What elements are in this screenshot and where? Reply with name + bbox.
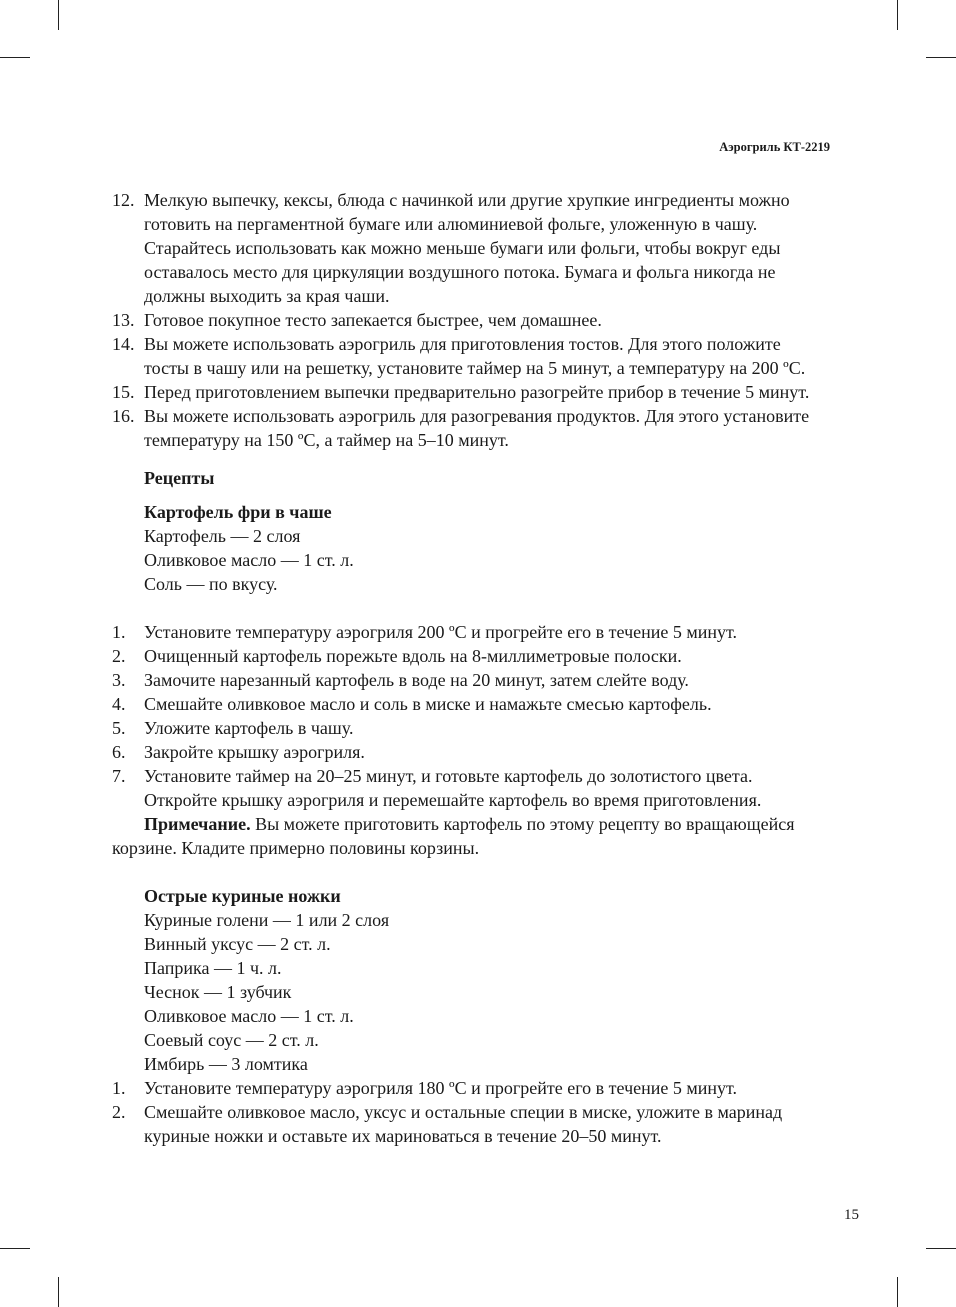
ingredient: Оливковое масло — 1 ст. л.	[144, 1006, 354, 1026]
ingredient-list	[112, 524, 830, 596]
ingredient: Соль — по вкусу.	[144, 574, 278, 594]
crop-mark	[897, 0, 898, 30]
recipe-title: Острые куриные ножки	[144, 886, 341, 906]
ingredient-list	[112, 908, 830, 1076]
ingredient: Чеснок — 1 зубчик	[144, 982, 292, 1002]
ingredient: Соевый соус — 2 ст. л.	[144, 1030, 319, 1050]
crop-mark	[58, 1277, 59, 1307]
list-item: 1. Установите температуру аэрогриля 180 ºС и прогрейте его в течение 5 минут.	[112, 1078, 738, 1098]
recipe-title: Картофель фри в чаше	[144, 502, 332, 522]
list-item: 2. Очищенный картофель порежьте вдоль на 8-миллиметровые полоски.	[112, 646, 682, 666]
list-item: 4. Смешайте оливковое масло и соль в миске и намажьте смесью картофель.	[112, 694, 712, 714]
recipe-note	[112, 812, 830, 860]
note-text: Вы можете приготовить картофель по этому рецепту во вращающейся корзине. Кладите примерно половины корзины.	[112, 814, 795, 858]
spacer	[112, 596, 830, 620]
ingredient: Куриные голени — 1 или 2 слоя	[144, 910, 390, 930]
list-item: 6. Закройте крышку аэрогриля.	[112, 742, 365, 762]
recipe-steps	[112, 620, 830, 812]
list-item: 7. Установите таймер на 20–25 минут, и готовьте картофель до золотистого цвета. Откройте крышку аэрогриля и перемешайте картофель во время приготовления.	[112, 766, 762, 810]
list-item: 16. Вы можете использовать аэрогриль для разогревания продуктов. Для этого установите температуру на 150 ºС, а таймер на 5–10 минут.	[112, 406, 810, 450]
running-header: Аэрогриль КТ-2219	[719, 140, 830, 154]
list-item: 5. Уложите картофель в чашу.	[112, 718, 354, 738]
spacer	[112, 860, 830, 884]
crop-mark	[926, 57, 956, 58]
list-item: 3. Замочите нарезанный картофель в воде на 20 минут, затем слейте воду.	[112, 670, 689, 690]
tips-list	[112, 188, 830, 452]
crop-mark	[0, 1248, 30, 1249]
recipe-steps	[112, 1076, 830, 1148]
recipes-heading: Рецепты	[144, 468, 215, 488]
ingredient: Имбирь — 3 ломтика	[144, 1054, 308, 1074]
list-item: 1. Установите температуру аэрогриля 200 ºС и прогрейте его в течение 5 минут.	[112, 622, 738, 642]
list-item: 12. Мелкую выпечку, кексы, блюда с начинкой или другие хрупкие ингредиенты можно готовить на пергаментной бумаге или алюминиевой фольге, уложенную в чашу. Старайтесь использовать как можно меньше бумаги или фольги, чтобы вокруг еды оставалось место для циркуляции воздушного потока. Бумага и фольга никогда не должны выходить за края чаши.	[112, 190, 790, 306]
list-item: 13. Готовое покупное тесто запекается быстрее, чем домашнее.	[112, 310, 602, 330]
crop-mark	[0, 57, 30, 58]
list-item: 15. Перед приготовлением выпечки предварительно разогрейте прибор в течение 5 минут.	[112, 382, 810, 402]
crop-mark	[897, 1277, 898, 1307]
ingredient: Паприка — 1 ч. л.	[144, 958, 282, 978]
list-item: 2. Смешайте оливковое масло, уксус и остальные специи в миске, уложите в маринад куриные ножки и оставьте их мариноваться в течение 20–50 минут.	[112, 1102, 783, 1146]
ingredient: Оливковое масло — 1 ст. л.	[144, 550, 354, 570]
ingredient: Картофель — 2 слоя	[144, 526, 301, 546]
note-label: Примечание.	[144, 814, 251, 834]
list-item: 14. Вы можете использовать аэрогриль для приготовления тостов. Для этого положите тосты в чашу или на решетку, установите таймер на 5 минут, а температуру на 200 ºС.	[112, 334, 806, 378]
crop-mark	[58, 0, 59, 30]
ingredient: Винный уксус — 2 ст. л.	[144, 934, 331, 954]
page-body	[112, 188, 830, 1148]
crop-mark	[926, 1248, 956, 1249]
page-number: 15	[844, 1207, 859, 1223]
